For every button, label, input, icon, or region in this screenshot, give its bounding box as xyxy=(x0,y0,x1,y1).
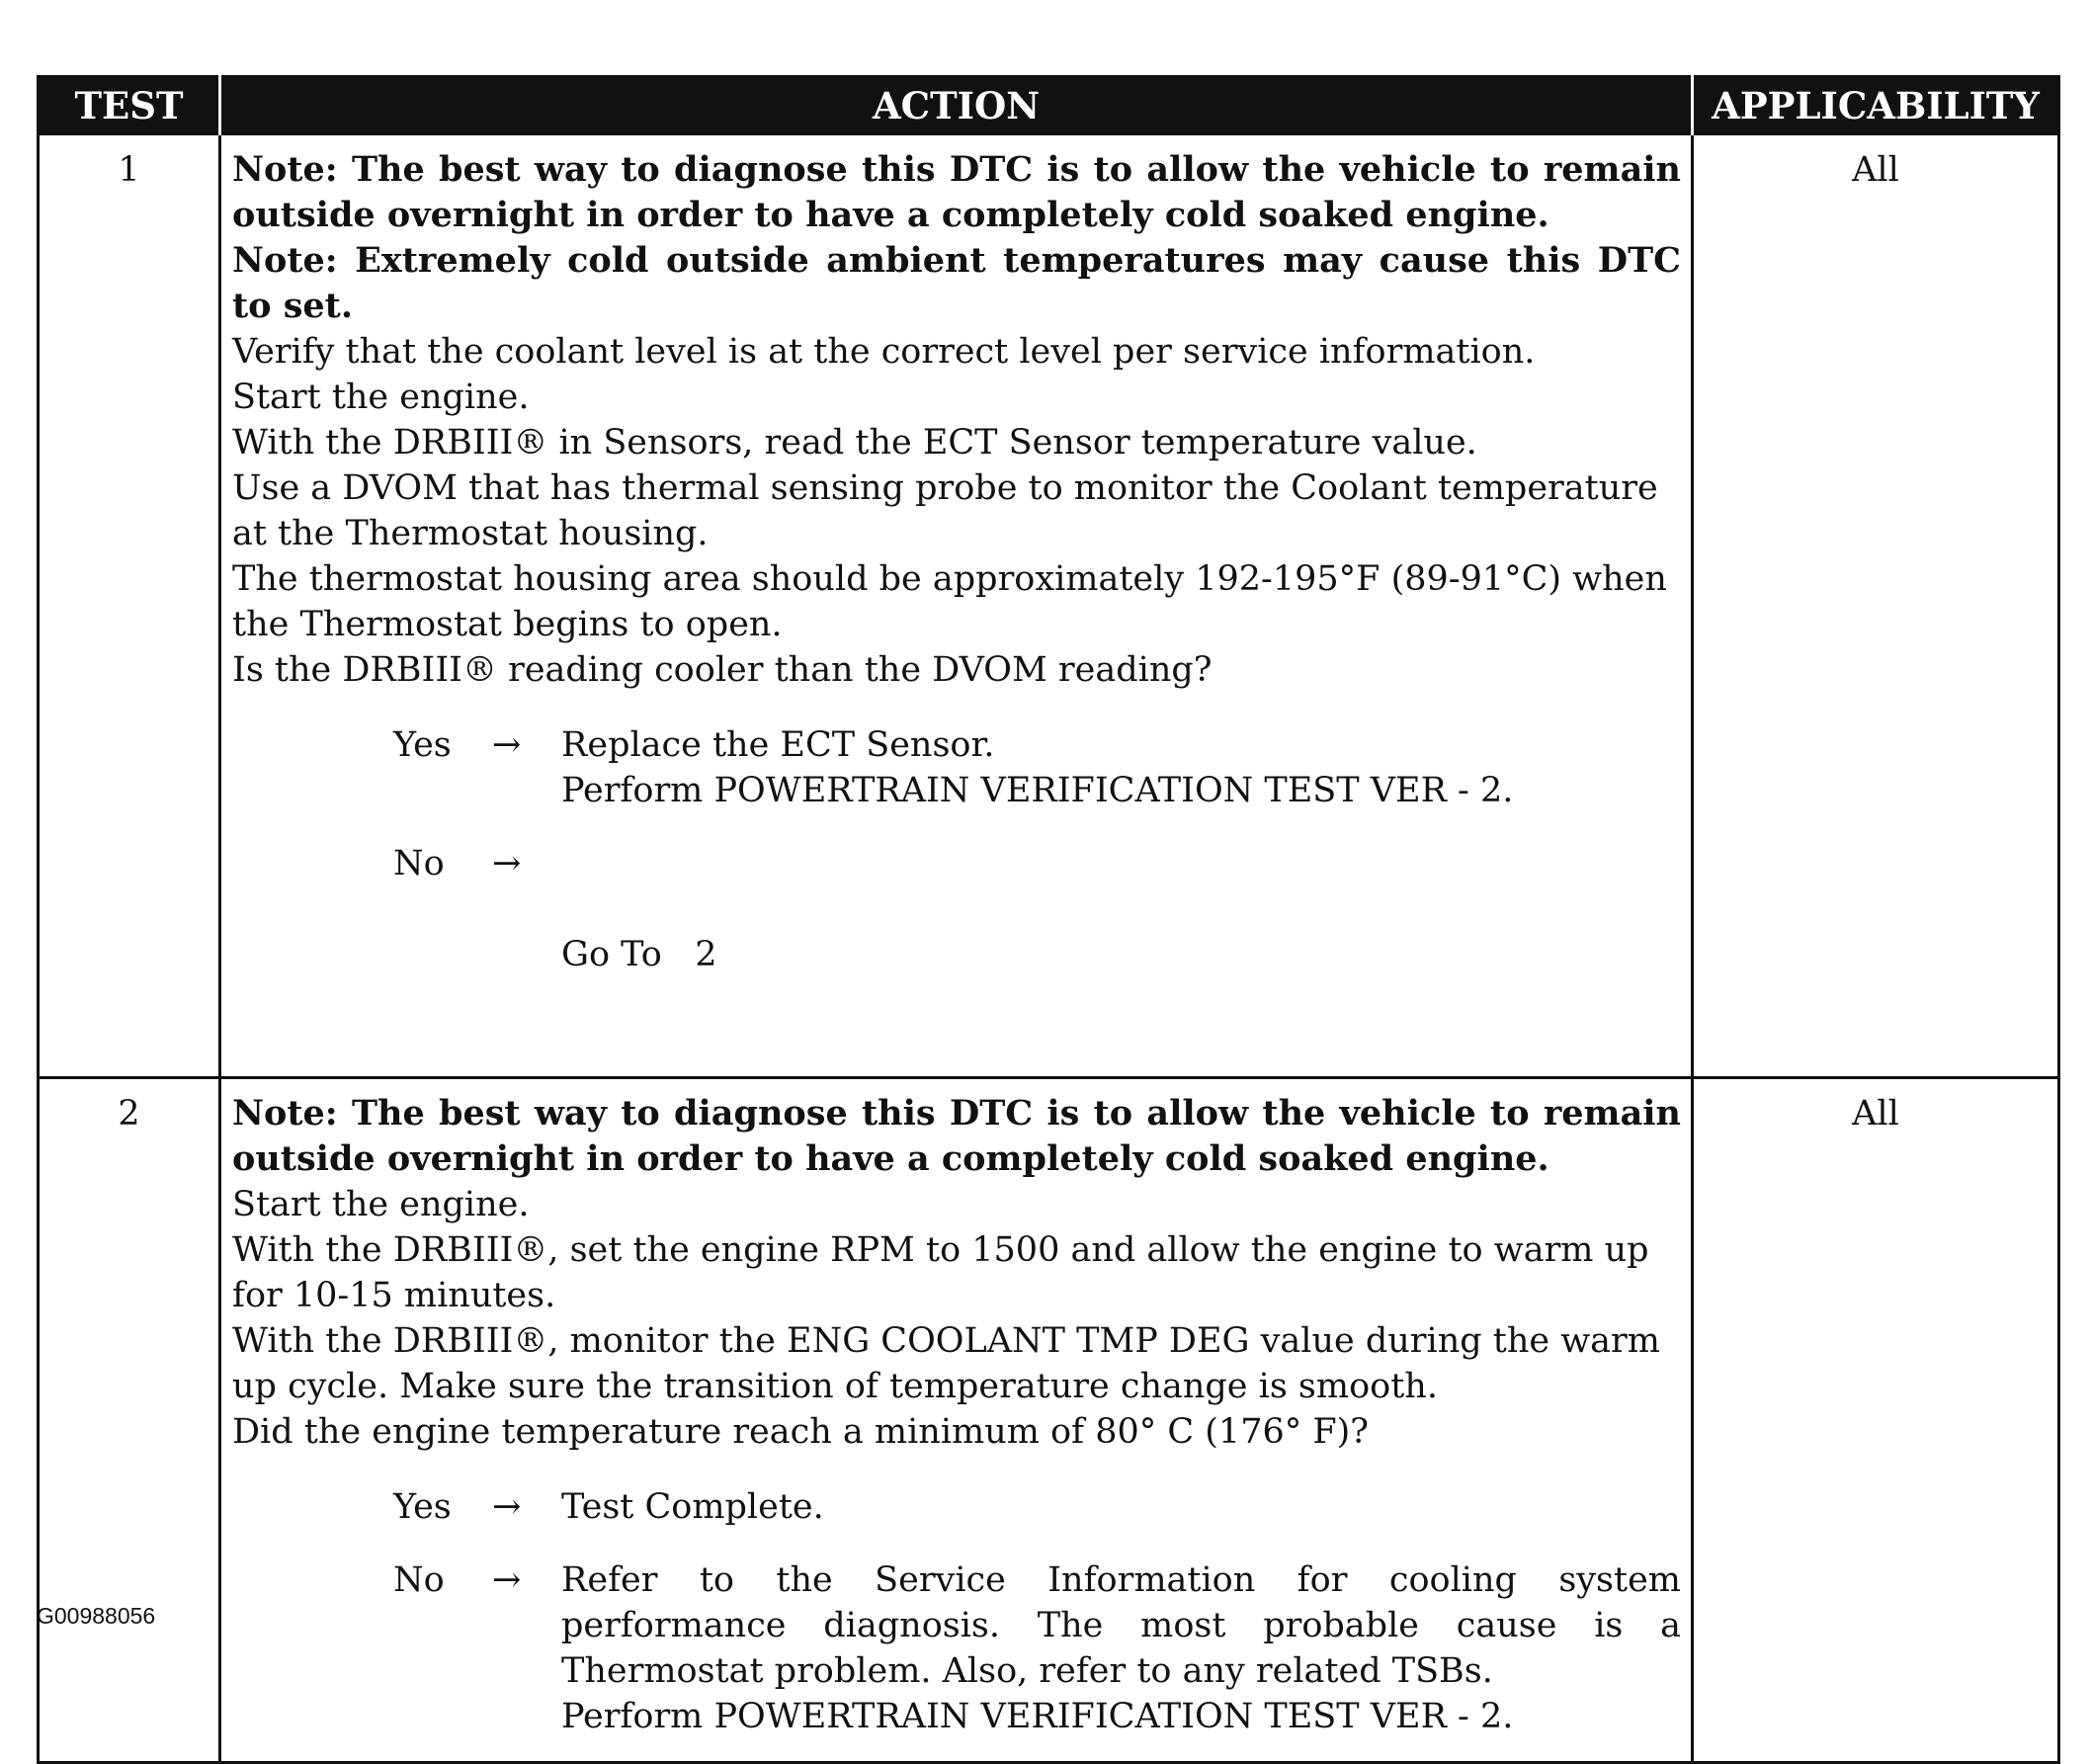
right-arrow-icon: → xyxy=(492,1487,522,1527)
answer-line: Perform POWERTRAIN VERIFICATION TEST VER - 2. xyxy=(561,771,1514,810)
step-text: With the DRBIII®, set the engine RPM to 1500 and allow the engine to warm up for 10-15 minutes. xyxy=(232,1230,1649,1315)
step-text: Start the engine. xyxy=(232,1185,530,1224)
test-number: 2 xyxy=(39,1078,220,1763)
note-text: Note: The best way to diagnose this DTC is to allow the vehicle to remain outside overnight in order to have a completely cold soaked engine. xyxy=(232,1093,1681,1179)
action-cell xyxy=(220,1078,1693,1763)
header-applicability: APPLICABILITY xyxy=(1693,77,2059,134)
applicability-value: All xyxy=(1693,1078,2059,1763)
header-test: TEST xyxy=(39,77,220,134)
step-text: Start the engine. xyxy=(232,378,530,417)
note-text: Note: Extremely cold outside ambient temperatures may cause this DTC to set. xyxy=(232,240,1681,326)
right-arrow-icon: → xyxy=(492,725,522,765)
answer-label: Yes xyxy=(393,725,452,765)
header-row xyxy=(39,77,2059,134)
header-action: ACTION xyxy=(220,77,1693,134)
right-arrow-icon: → xyxy=(492,844,522,883)
answer-no xyxy=(232,1557,1681,1739)
question-text: Is the DRBIII® reading cooler than the DVOM reading? xyxy=(232,650,1213,690)
answer-line: Refer to the Service Information for cooling system performance diagnosis. The most probable cause is a Thermostat problem. Also, refer to any related TSBs. xyxy=(561,1560,1681,1691)
diagnostic-test-table xyxy=(37,75,2060,1764)
answer-no xyxy=(232,841,1681,1068)
table-row xyxy=(39,134,2059,1078)
applicability-value: All xyxy=(1693,134,2059,1078)
figure-id: G00988056 xyxy=(37,1603,156,1629)
test-number: 1 xyxy=(39,134,220,1078)
step-text: With the DRBIII®, monitor the ENG COOLANT TMP DEG value during the warm up cycle. Make sure the transition of temperature change is smooth. xyxy=(232,1321,1660,1406)
table-row xyxy=(39,1078,2059,1763)
answer-body xyxy=(561,1557,1681,1739)
step-text: With the DRBIII® in Sensors, read the ECT Sensor temperature value. xyxy=(232,423,1477,462)
action-cell xyxy=(220,134,1693,1078)
answer-line: Perform POWERTRAIN VERIFICATION TEST VER - 2. xyxy=(561,1697,1514,1736)
answer-label: No xyxy=(393,1560,445,1600)
answer-yes xyxy=(232,722,1681,813)
step-text: The thermostat housing area should be approximately 192-195°F (89-91°C) when the Thermostat begins to open. xyxy=(232,559,1667,644)
step-text: Verify that the coolant level is at the correct level per service information. xyxy=(232,332,1536,372)
question-text: Did the engine temperature reach a minimum of 80° C (176° F)? xyxy=(232,1412,1370,1452)
answer-line: Replace the ECT Sensor. xyxy=(561,725,995,765)
answer-body xyxy=(561,1484,1681,1530)
answer-line: Go To 2 xyxy=(561,935,717,974)
answer-label: Yes xyxy=(393,1487,452,1527)
answer-body xyxy=(561,722,1681,813)
answer-label: No xyxy=(393,844,445,883)
answer-body xyxy=(561,841,1681,1068)
answer-line: Test Complete. xyxy=(561,1487,824,1527)
step-text: Use a DVOM that has thermal sensing probe to monitor the Coolant temperature at the Thermostat housing. xyxy=(232,468,1658,553)
right-arrow-icon: → xyxy=(492,1560,522,1600)
answer-yes xyxy=(232,1484,1681,1530)
note-text: Note: The best way to diagnose this DTC is to allow the vehicle to remain outside overnight in order to have a completely cold soaked engine. xyxy=(232,149,1681,235)
